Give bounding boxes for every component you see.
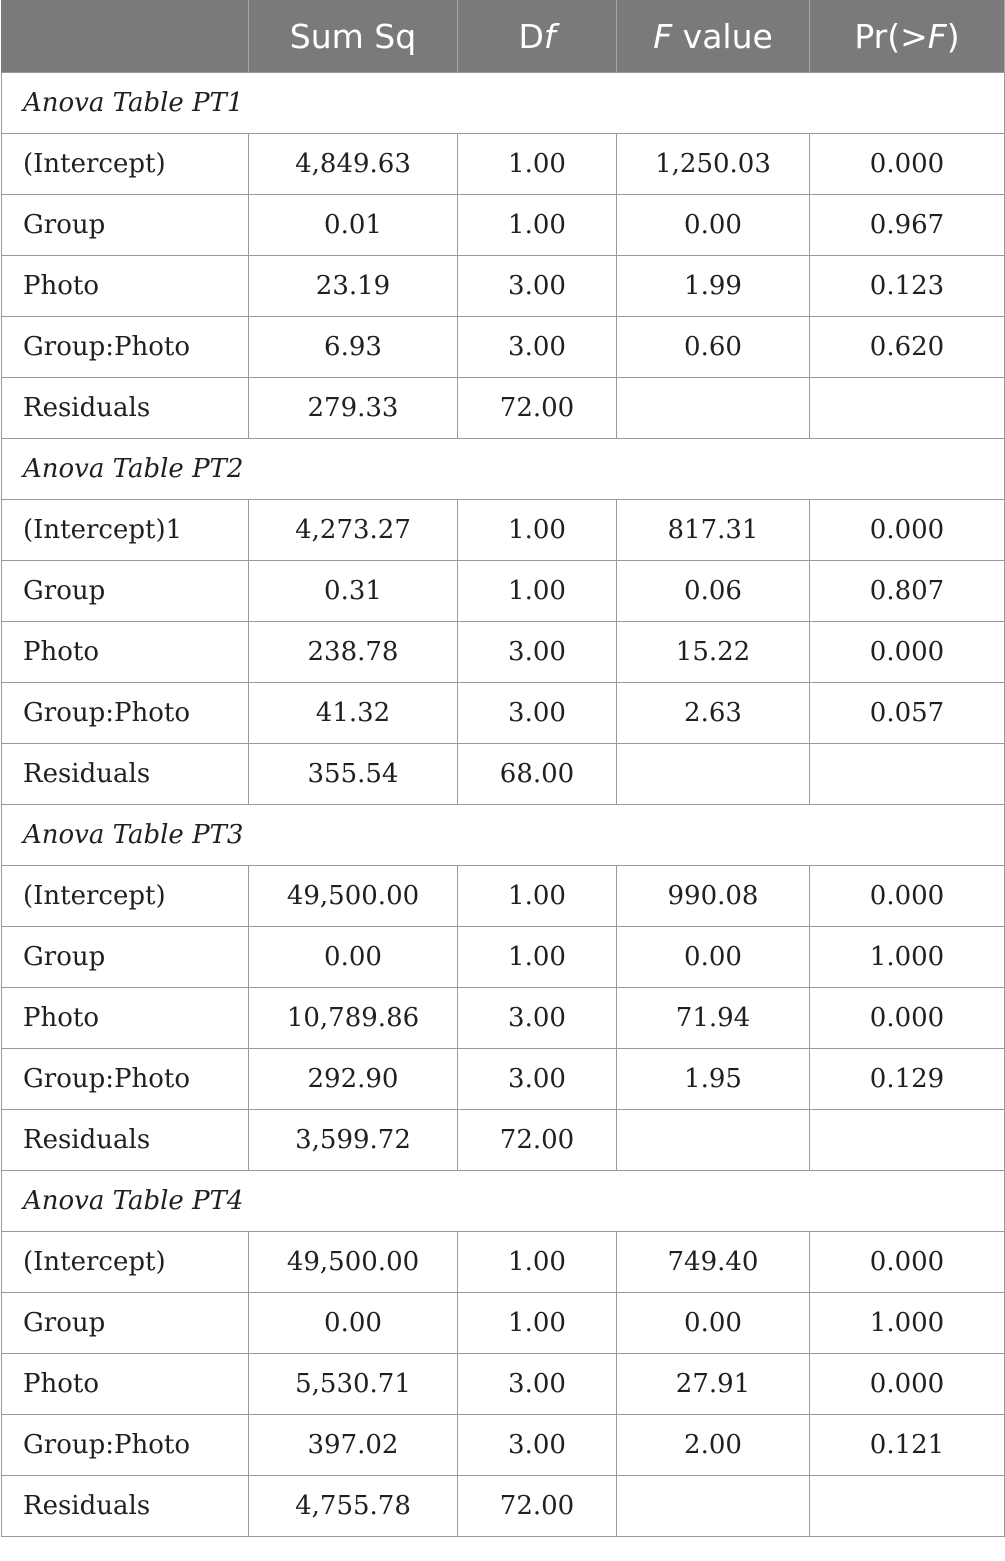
p-value-cell: 0.000 bbox=[810, 134, 1005, 195]
table-row bbox=[2, 256, 1005, 317]
header-pr-prefix: Pr(> bbox=[854, 16, 928, 56]
f-value-cell: 27.91 bbox=[617, 1354, 810, 1415]
table-row bbox=[2, 744, 1005, 805]
header-pr-italic: F bbox=[927, 16, 947, 56]
header-term bbox=[2, 0, 249, 73]
term-cell: Group:Photo bbox=[2, 1415, 249, 1476]
header-sum-sq: Sum Sq bbox=[249, 0, 458, 73]
header-pr-f bbox=[810, 0, 1005, 73]
sum-sq-cell: 0.31 bbox=[249, 561, 458, 622]
table-body bbox=[2, 73, 1005, 1537]
df-cell: 1.00 bbox=[458, 561, 617, 622]
p-value-cell: 0.000 bbox=[810, 1354, 1005, 1415]
f-value-cell: 1,250.03 bbox=[617, 134, 810, 195]
section-title-row bbox=[2, 805, 1005, 866]
term-cell: Residuals bbox=[2, 744, 249, 805]
df-cell: 1.00 bbox=[458, 927, 617, 988]
term-cell: Photo bbox=[2, 256, 249, 317]
section-title-row bbox=[2, 1171, 1005, 1232]
p-value-cell: 0.620 bbox=[810, 317, 1005, 378]
f-value-cell: 0.00 bbox=[617, 927, 810, 988]
term-cell: Photo bbox=[2, 622, 249, 683]
sum-sq-cell: 4,273.27 bbox=[249, 500, 458, 561]
anova-table bbox=[1, 0, 1005, 1537]
table-row bbox=[2, 927, 1005, 988]
f-value-cell bbox=[617, 744, 810, 805]
sum-sq-cell: 49,500.00 bbox=[249, 1232, 458, 1293]
sum-sq-cell: 355.54 bbox=[249, 744, 458, 805]
df-cell: 3.00 bbox=[458, 1049, 617, 1110]
df-cell: 3.00 bbox=[458, 317, 617, 378]
section-title: Anova Table PT3 bbox=[2, 805, 1005, 866]
p-value-cell: 0.121 bbox=[810, 1415, 1005, 1476]
table-row bbox=[2, 500, 1005, 561]
sum-sq-cell: 41.32 bbox=[249, 683, 458, 744]
sum-sq-cell: 49,500.00 bbox=[249, 866, 458, 927]
header-pr-suffix: ) bbox=[946, 16, 960, 56]
sum-sq-cell: 4,755.78 bbox=[249, 1476, 458, 1537]
section-title: Anova Table PT4 bbox=[2, 1171, 1005, 1232]
sum-sq-cell: 0.00 bbox=[249, 927, 458, 988]
table-row bbox=[2, 988, 1005, 1049]
df-cell: 3.00 bbox=[458, 622, 617, 683]
term-cell: (Intercept) bbox=[2, 1232, 249, 1293]
sum-sq-cell: 3,599.72 bbox=[249, 1110, 458, 1171]
header-row bbox=[2, 0, 1005, 73]
header-df bbox=[458, 0, 617, 73]
term-cell: (Intercept)1 bbox=[2, 500, 249, 561]
df-cell: 3.00 bbox=[458, 988, 617, 1049]
p-value-cell: 0.057 bbox=[810, 683, 1005, 744]
term-cell: Group bbox=[2, 195, 249, 256]
header-f-suffix: value bbox=[672, 16, 773, 56]
df-cell: 1.00 bbox=[458, 500, 617, 561]
df-cell: 72.00 bbox=[458, 1110, 617, 1171]
table-row bbox=[2, 1354, 1005, 1415]
sum-sq-cell: 292.90 bbox=[249, 1049, 458, 1110]
sum-sq-cell: 397.02 bbox=[249, 1415, 458, 1476]
term-cell: (Intercept) bbox=[2, 866, 249, 927]
p-value-cell: 0.000 bbox=[810, 1232, 1005, 1293]
f-value-cell: 0.60 bbox=[617, 317, 810, 378]
term-cell: Group bbox=[2, 1293, 249, 1354]
term-cell: Group bbox=[2, 927, 249, 988]
f-value-cell: 0.00 bbox=[617, 195, 810, 256]
section-title-row bbox=[2, 439, 1005, 500]
term-cell: Group:Photo bbox=[2, 683, 249, 744]
p-value-cell: 1.000 bbox=[810, 927, 1005, 988]
term-cell: Group:Photo bbox=[2, 317, 249, 378]
f-value-cell bbox=[617, 1110, 810, 1171]
term-cell: Group:Photo bbox=[2, 1049, 249, 1110]
p-value-cell bbox=[810, 1110, 1005, 1171]
df-cell: 1.00 bbox=[458, 1232, 617, 1293]
sum-sq-cell: 4,849.63 bbox=[249, 134, 458, 195]
table-row bbox=[2, 1476, 1005, 1537]
df-cell: 72.00 bbox=[458, 1476, 617, 1537]
term-cell: Photo bbox=[2, 988, 249, 1049]
header-df-prefix: D bbox=[518, 16, 544, 56]
table-header bbox=[2, 0, 1005, 73]
p-value-cell: 1.000 bbox=[810, 1293, 1005, 1354]
df-cell: 3.00 bbox=[458, 683, 617, 744]
table-row bbox=[2, 683, 1005, 744]
f-value-cell: 990.08 bbox=[617, 866, 810, 927]
table-row bbox=[2, 378, 1005, 439]
df-cell: 1.00 bbox=[458, 866, 617, 927]
df-cell: 1.00 bbox=[458, 134, 617, 195]
section-title: Anova Table PT2 bbox=[2, 439, 1005, 500]
table-row bbox=[2, 195, 1005, 256]
df-cell: 3.00 bbox=[458, 1354, 617, 1415]
sum-sq-cell: 6.93 bbox=[249, 317, 458, 378]
sum-sq-cell: 23.19 bbox=[249, 256, 458, 317]
f-value-cell: 817.31 bbox=[617, 500, 810, 561]
p-value-cell: 0.967 bbox=[810, 195, 1005, 256]
sum-sq-cell: 10,789.86 bbox=[249, 988, 458, 1049]
section-title: Anova Table PT1 bbox=[2, 73, 1005, 134]
term-cell: Group bbox=[2, 561, 249, 622]
p-value-cell bbox=[810, 1476, 1005, 1537]
header-f-italic: F bbox=[653, 16, 673, 56]
p-value-cell: 0.000 bbox=[810, 500, 1005, 561]
f-value-cell: 15.22 bbox=[617, 622, 810, 683]
f-value-cell: 71.94 bbox=[617, 988, 810, 1049]
table-row bbox=[2, 1232, 1005, 1293]
term-cell: Residuals bbox=[2, 1476, 249, 1537]
p-value-cell: 0.000 bbox=[810, 866, 1005, 927]
f-value-cell: 2.63 bbox=[617, 683, 810, 744]
df-cell: 68.00 bbox=[458, 744, 617, 805]
table-row bbox=[2, 866, 1005, 927]
f-value-cell: 2.00 bbox=[617, 1415, 810, 1476]
f-value-cell: 1.99 bbox=[617, 256, 810, 317]
term-cell: Residuals bbox=[2, 378, 249, 439]
df-cell: 1.00 bbox=[458, 1293, 617, 1354]
f-value-cell bbox=[617, 1476, 810, 1537]
p-value-cell: 0.807 bbox=[810, 561, 1005, 622]
table-row bbox=[2, 134, 1005, 195]
sum-sq-cell: 238.78 bbox=[249, 622, 458, 683]
f-value-cell: 0.06 bbox=[617, 561, 810, 622]
p-value-cell: 0.000 bbox=[810, 622, 1005, 683]
term-cell: Residuals bbox=[2, 1110, 249, 1171]
table-row bbox=[2, 622, 1005, 683]
f-value-cell: 1.95 bbox=[617, 1049, 810, 1110]
f-value-cell: 0.00 bbox=[617, 1293, 810, 1354]
p-value-cell: 0.123 bbox=[810, 256, 1005, 317]
p-value-cell bbox=[810, 378, 1005, 439]
sum-sq-cell: 279.33 bbox=[249, 378, 458, 439]
p-value-cell: 0.129 bbox=[810, 1049, 1005, 1110]
term-cell: (Intercept) bbox=[2, 134, 249, 195]
df-cell: 3.00 bbox=[458, 1415, 617, 1476]
term-cell: Photo bbox=[2, 1354, 249, 1415]
header-df-italic: f bbox=[543, 16, 556, 56]
df-cell: 1.00 bbox=[458, 195, 617, 256]
sum-sq-cell: 0.00 bbox=[249, 1293, 458, 1354]
header-f-value bbox=[617, 0, 810, 73]
sum-sq-cell: 5,530.71 bbox=[249, 1354, 458, 1415]
section-title-row bbox=[2, 73, 1005, 134]
table-row bbox=[2, 1110, 1005, 1171]
table-row bbox=[2, 317, 1005, 378]
df-cell: 3.00 bbox=[458, 256, 617, 317]
p-value-cell: 0.000 bbox=[810, 988, 1005, 1049]
sum-sq-cell: 0.01 bbox=[249, 195, 458, 256]
table-row bbox=[2, 1293, 1005, 1354]
p-value-cell bbox=[810, 744, 1005, 805]
table-row bbox=[2, 1415, 1005, 1476]
table-row bbox=[2, 1049, 1005, 1110]
f-value-cell: 749.40 bbox=[617, 1232, 810, 1293]
table-row bbox=[2, 561, 1005, 622]
df-cell: 72.00 bbox=[458, 378, 617, 439]
f-value-cell bbox=[617, 378, 810, 439]
